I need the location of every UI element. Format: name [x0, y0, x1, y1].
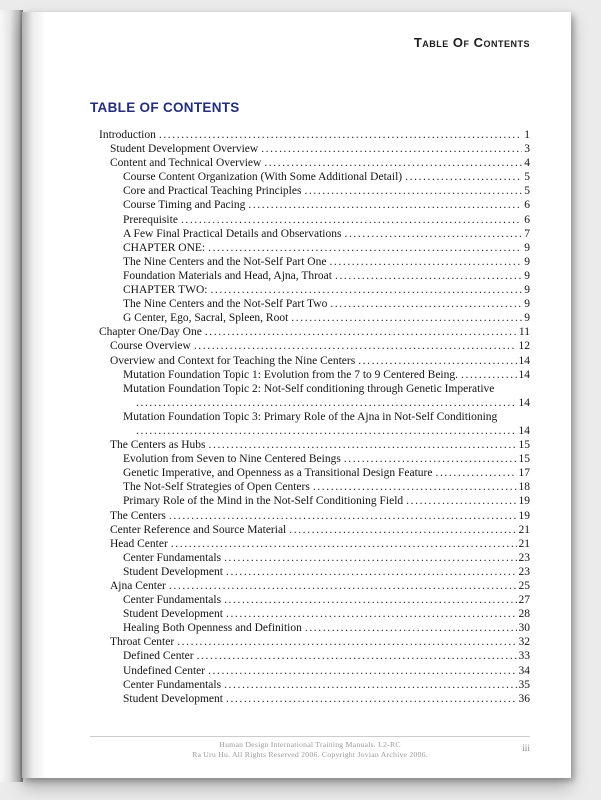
toc-entry-page: 5 [524, 171, 530, 184]
toc-entry-label: Introduction [99, 129, 156, 141]
toc-entry [90, 283, 530, 297]
dotted-leader [301, 184, 522, 198]
toc-entry-label: Defined Center [123, 650, 194, 663]
toc-entry [90, 255, 530, 269]
running-header: Table Of Contents [413, 35, 530, 50]
toc-entry-page: 21 [518, 537, 530, 550]
toc-entry [90, 480, 530, 494]
dotted-leader [432, 466, 516, 480]
toc-entry-label: The Centers [110, 509, 166, 522]
dotted-leader [302, 621, 517, 635]
page-title: TABLE OF CONTENTS [90, 100, 240, 115]
toc-entry [90, 297, 530, 311]
toc-entry-label: G Center, Ego, Sacral, Spleen, Root [123, 312, 289, 325]
toc-entry [90, 241, 530, 255]
toc-entry-label: Course Content Organization (With Some Additional Detail) [123, 171, 403, 184]
toc-entry-label: Ajna Center [110, 580, 166, 592]
toc-entry-label: Student Development [123, 692, 223, 705]
toc-entry-page: 36 [518, 692, 530, 705]
toc-entry-page: 4 [524, 157, 530, 170]
dotted-leader [191, 339, 517, 353]
toc-entry-label: CHAPTER TWO: [123, 284, 208, 297]
toc-entry-label: CHAPTER ONE: [123, 241, 206, 254]
toc-entry [90, 128, 530, 142]
footer-line2: Ra Uru Hu. All Rights Reserved 2006. Copyright Jovian Archive 2006. [192, 749, 428, 759]
dotted-leader [133, 424, 517, 438]
toc-entry [90, 325, 530, 339]
toc-entry-label: Student Development Overview [110, 143, 259, 156]
dotted-leader [327, 297, 522, 311]
toc-entry [90, 354, 530, 368]
dotted-leader [221, 551, 516, 565]
footer-line1: Human Design International Training Manuals. I.2-RC [219, 740, 401, 749]
toc-entry [90, 184, 530, 198]
toc-entry-page: 19 [518, 495, 530, 508]
dotted-leader [458, 368, 517, 382]
document-page [22, 12, 571, 778]
toc-entry [90, 438, 530, 452]
toc-entry [90, 170, 530, 184]
dotted-leader [205, 664, 516, 678]
toc-entry-page: 21 [518, 523, 530, 536]
toc-entry-page: 14 [518, 368, 530, 381]
toc-entry-label: Content and Technical Overview [110, 157, 262, 170]
toc-entry-label: Chapter One/Day One [99, 326, 202, 339]
toc-entry-label: The Centers as Hubs [110, 439, 206, 452]
toc-entry-label: Center Fundamentals [123, 551, 222, 564]
toc-entry-label: Genetic Imperative, and Openness as a Transitional Design Feature [123, 467, 433, 480]
toc-entry-page: 5 [524, 185, 530, 198]
toc-entry-page: 23 [518, 551, 530, 564]
toc-entry [90, 678, 530, 692]
toc-entry-page: 23 [518, 565, 530, 578]
toc-entry [90, 198, 530, 212]
toc-entry [90, 635, 530, 649]
toc-entry [90, 593, 530, 607]
dotted-leader [205, 241, 522, 255]
toc-entry-label: Mutation Foundation Topic 2: Not-Self conditioning through Genetic Imperative [123, 382, 495, 395]
toc-entry-label: The Not-Self Strategies of Open Centers [123, 481, 310, 494]
toc-entry [90, 368, 530, 382]
dotted-leader [194, 649, 517, 663]
toc-entry [90, 227, 530, 241]
toc-entry-page: 3 [524, 143, 530, 156]
toc-entry-page: 14 [518, 354, 530, 367]
dotted-leader [355, 354, 516, 368]
toc-entry-page: 6 [524, 199, 530, 212]
toc-entry-label: Throat Center [110, 636, 175, 649]
toc-entry [90, 156, 530, 170]
book-spine-shadow [0, 10, 23, 782]
toc-entry-page: 11 [518, 326, 530, 339]
page-content [90, 12, 530, 706]
toc-entry-page: 33 [518, 650, 530, 663]
toc-entry [90, 339, 530, 353]
toc-entry-page: 35 [518, 678, 530, 691]
toc-entry-label: Foundation Materials and Head, Ajna, Throat [123, 269, 332, 282]
toc-entry-label: Overview and Context for Teaching the Nine Centers [110, 354, 356, 367]
toc-entry-page: 7 [524, 227, 530, 240]
toc-entry-page: 17 [518, 467, 530, 480]
toc-entry [90, 410, 530, 424]
toc-entry-label: Head Center [110, 537, 168, 550]
toc-entry [90, 424, 530, 438]
toc-entry-label: Center Reference and Source Material [110, 523, 287, 536]
toc-entry-page: 9 [524, 284, 530, 297]
toc-entry [90, 311, 530, 325]
dotted-leader [326, 255, 522, 269]
dotted-leader [288, 311, 522, 325]
toc-entry-page: 9 [524, 241, 530, 254]
footer-text [90, 740, 530, 759]
toc-entry-page: 28 [518, 608, 530, 621]
toc-entry-label: Mutation Foundation Topic 3: Primary Role of the Ajna in Not-Self Conditioning [123, 410, 498, 423]
dotted-leader [341, 227, 522, 241]
dotted-leader [258, 142, 522, 156]
toc-entry-label: The Nine Centers and the Not-Self Part Two [123, 298, 328, 311]
toc-entry-page: 9 [524, 312, 530, 325]
dotted-leader [403, 494, 516, 508]
toc-entry-page: 34 [518, 664, 530, 677]
toc-entry-page: 6 [524, 213, 530, 226]
toc-entry-page: 9 [524, 298, 530, 311]
page-footer [90, 736, 530, 759]
toc-entry-label: Mutation Foundation Topic 1: Evolution from the 7 to 9 Centered Being. [123, 368, 458, 381]
toc-entry [90, 269, 530, 283]
dotted-leader [221, 678, 516, 692]
toc-entry [90, 565, 530, 579]
toc-entry [90, 452, 530, 466]
toc-entry [90, 621, 530, 635]
dotted-leader [156, 128, 522, 142]
toc-entry-label: A Few Final Practical Details and Observations [123, 227, 342, 240]
toc-entry [90, 142, 530, 156]
toc-entry-label: Student Development [123, 565, 223, 578]
toc-entry-page: 15 [518, 453, 530, 466]
toc-entry-label: Center Fundamentals [123, 594, 222, 607]
toc-entry [90, 466, 530, 480]
dotted-leader [178, 213, 522, 227]
toc-entry-page: 15 [518, 439, 530, 452]
toc-entry [90, 213, 530, 227]
toc-entry-page: 32 [518, 636, 530, 649]
toc-entry [90, 551, 530, 565]
toc-entry [90, 649, 530, 663]
dotted-leader [341, 452, 517, 466]
toc-entry-page: 25 [518, 580, 530, 592]
toc-entry-label: Undefined Center [123, 664, 206, 677]
dotted-leader [223, 607, 517, 621]
dotted-leader [207, 283, 522, 297]
toc-entry-page: 19 [518, 509, 530, 522]
toc-entry [90, 382, 530, 396]
dotted-leader [286, 523, 516, 537]
toc-entry [90, 692, 530, 706]
toc-entry-label: The Nine Centers and the Not-Self Part One [123, 255, 327, 268]
toc-entry-page: 9 [524, 269, 530, 282]
toc-entry [90, 523, 530, 537]
toc-entry-page: 14 [518, 424, 530, 437]
toc-entry-label: Center Fundamentals [123, 678, 222, 691]
toc-entry-label: Healing Both Openness and Definition [123, 622, 302, 635]
dotted-leader [202, 325, 517, 339]
toc-entry [90, 664, 530, 678]
toc-entry-label: Student Development [123, 608, 223, 621]
toc-entry [90, 537, 530, 551]
toc-entry [90, 396, 530, 410]
dotted-leader [223, 565, 517, 579]
toc-entry-page: 27 [518, 594, 530, 607]
toc-entry [90, 494, 530, 508]
toc-entry [90, 509, 530, 523]
toc-entry-page: 14 [518, 396, 530, 409]
dotted-leader [206, 438, 517, 452]
dotted-leader [332, 269, 522, 283]
toc-entry [90, 607, 530, 621]
toc-entry-label: Core and Practical Teaching Principles [123, 185, 302, 198]
toc-entry-page: 9 [524, 255, 530, 268]
toc-entry-page: 30 [518, 622, 530, 635]
toc-entry-page: 18 [518, 481, 530, 494]
toc-entry-label: Course Timing and Pacing [123, 199, 246, 212]
dotted-leader [223, 692, 517, 706]
dotted-leader [245, 198, 522, 212]
toc-entry-page: 12 [518, 340, 530, 353]
dotted-leader [402, 170, 522, 184]
dotted-leader [221, 593, 516, 607]
dotted-leader [310, 480, 517, 494]
toc-list [90, 128, 530, 706]
dotted-leader [166, 579, 517, 593]
toc-entry [90, 579, 530, 593]
dotted-leader [166, 509, 517, 523]
toc-entry-label: Course Overview [110, 340, 191, 353]
toc-entry-page: 1 [524, 129, 530, 141]
toc-entry-label: Evolution from Seven to Nine Centered Beings [123, 453, 341, 466]
dotted-leader [168, 537, 517, 551]
dotted-leader [261, 156, 522, 170]
toc-entry-label: Primary Role of the Mind in the Not-Self Conditioning Field [123, 495, 404, 508]
toc-entry-label: Prerequisite [123, 213, 178, 226]
dotted-leader [133, 396, 517, 410]
dotted-leader [174, 635, 516, 649]
page-number: iii [522, 744, 530, 754]
